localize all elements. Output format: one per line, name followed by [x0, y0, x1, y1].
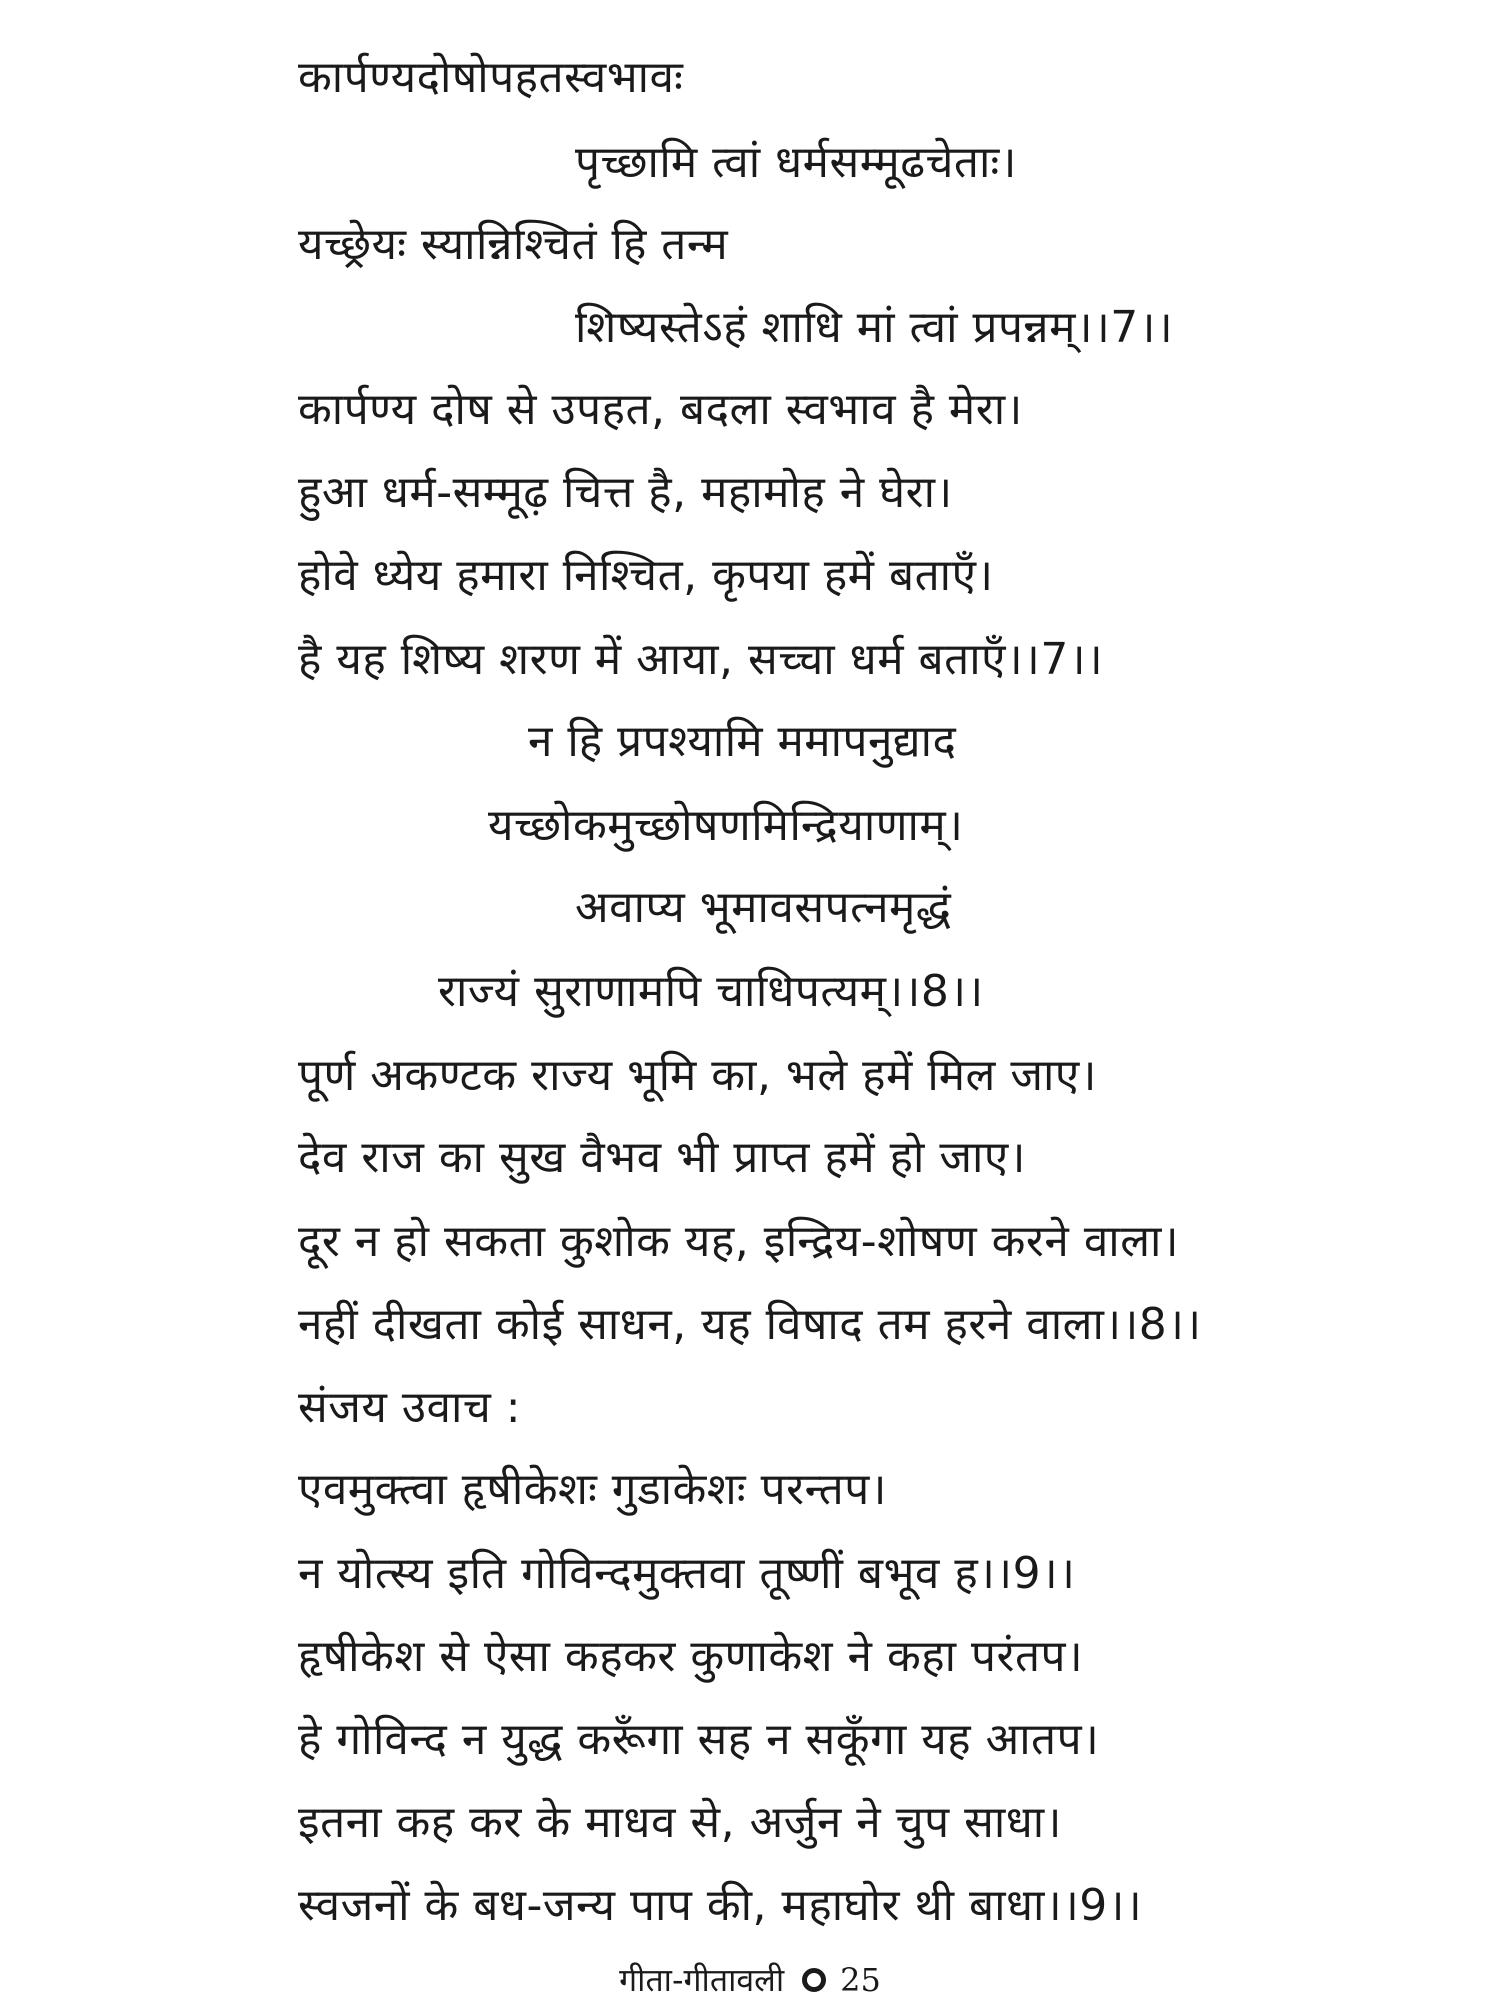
sanskrit-line-3: यच्छ्रेयः स्यान्निश्चितं हि तन्म: [298, 219, 729, 270]
hindi-line-10: हे गोविन्द न युद्ध करूँगा सह न सकूँगा यह आतप।: [298, 1714, 1100, 1765]
sanskrit-line-5: न हि प्रपश्यामि ममापनुद्याद: [528, 716, 957, 767]
page-number: 25: [840, 1961, 881, 1999]
book-title: गीता-गीतावली: [619, 1961, 785, 1999]
hindi-line-2: हुआ धर्म-सम्मूढ़ चित्त है, महामोह ने घेरा।: [298, 467, 953, 518]
hindi-line-5: पूर्ण अकण्टक राज्य भूमि का, भले हमें मिल जाए।: [298, 1050, 1097, 1101]
hindi-line-8: नहीं दीखता कोई साधन, यह विषाद तम हरने वाला।।8।।: [298, 1299, 1202, 1350]
hindi-line-3: होवे ध्येय हमारा निश्चित, कृपया हमें बताएँ।: [298, 550, 994, 601]
speaker-heading: संजय उवाच :: [298, 1382, 522, 1433]
hindi-line-11: इतना कह कर के माधव से, अर्जुन ने चुप साधा।: [298, 1797, 1062, 1848]
sanskrit-line-4: शिष्यस्तेऽहं शाधि मां त्वां प्रपन्नम्।।7।।: [575, 302, 1174, 353]
sanskrit-line-9: एवमुक्त्वा हृषीकेशः गुडाकेशः परन्तप।: [298, 1464, 887, 1515]
sanskrit-line-6: यच्छोकमुच्छोषणमिन्द्रियाणाम्।: [488, 800, 964, 851]
sanskrit-line-2: पृच्छामि त्वां धर्मसम्मूढचेताः।: [575, 137, 1017, 188]
hindi-line-9: हृषीकेश से ऐसा कहकर कुणाकेश ने कहा परंतप।: [298, 1631, 1084, 1682]
circle-icon: [802, 1968, 826, 1992]
sanskrit-line-8: राज्यं सुराणामपि चाधिपत्यम्।।8।।: [438, 966, 984, 1017]
hindi-line-7: दूर न हो सकता कुशोक यह, इन्द्रिय-शोषण करने वाला।: [298, 1216, 1180, 1267]
sanskrit-line-10: न योत्स्य इति गोविन्दमुक्तवा तूष्णीं बभूव ह।।9।।: [298, 1548, 1076, 1599]
hindi-line-6: देव राज का सुख वैभव भी प्राप्त हमें हो जाए।: [298, 1132, 1026, 1183]
sanskrit-line-1: कार्पण्यदोषोपहतस्वभावः: [298, 52, 684, 103]
page-footer: [0, 1960, 1500, 2000]
sanskrit-line-7: अवाप्य भूमावसपत्नमृद्धं: [575, 882, 952, 933]
hindi-line-1: कार्पण्य दोष से उपहत, बदला स्वभाव है मेरा।: [298, 384, 1023, 435]
hindi-line-12: स्वजनों के बध-जन्य पाप की, महाघोर थी बाधा।।9।।: [298, 1880, 1143, 1931]
hindi-line-4: है यह शिष्य शरण में आया, सच्चा धर्म बताएँ।।7।।: [298, 634, 1104, 685]
